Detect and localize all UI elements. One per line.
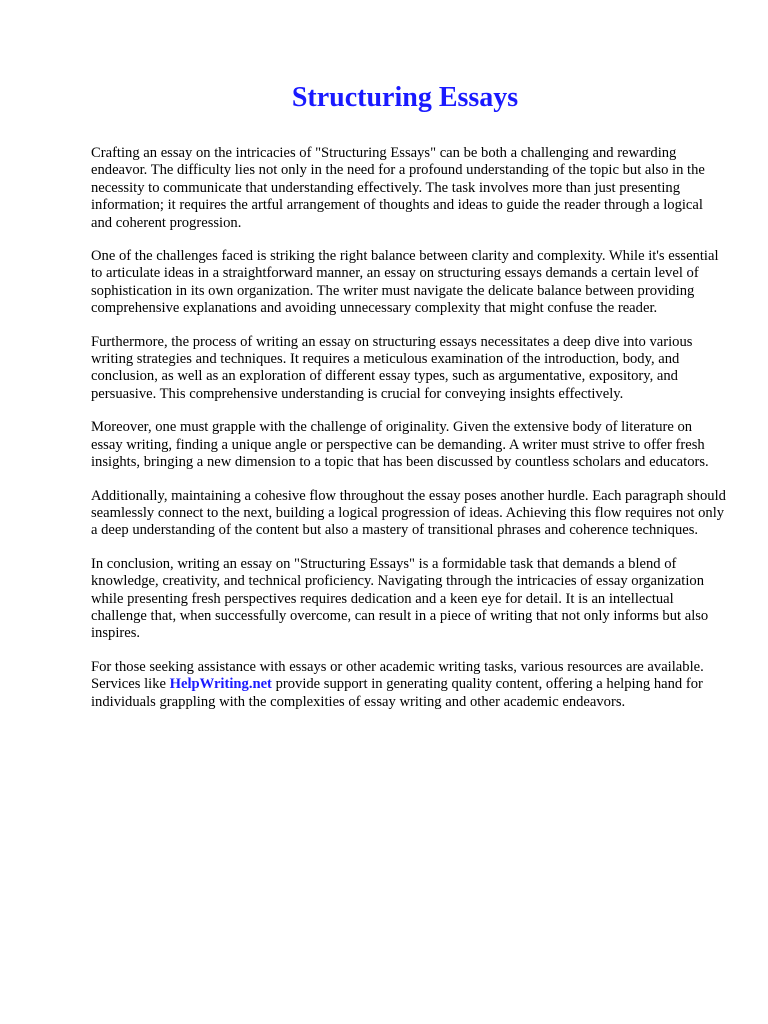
essay-body [91, 145, 727, 727]
paragraph-3: Furthermore, the process of writing an essay on structuring essays necessitates a deep dive into various writing strategies and techniques. It requires a meticulous examination of the introduction, body, and conclusion, as well as an exploration of different essay types, such as argumentative, expository, and persuasive. This comprehensive understanding is crucial for conveying insights effectively. [91, 333, 693, 402]
paragraph-6: In conclusion, writing an essay on "Structuring Essays" is a formidable task that demands a blend of knowledge, creativity, and technical proficiency. Navigating through the intricacies of essay organization while presenting fresh perspectives requires dedication and a keen eye for detail. It is an intellectual challenge that, when successfully overcome, can result in a piece of writing that not only informs but also inspires. [91, 555, 709, 642]
paragraph-4: Moreover, one must grapple with the challenge of originality. Given the extensive body of literature on essay writing, finding a unique angle or perspective can be demanding. A writer must strive to offer fresh insights, bringing a new dimension to a topic that has been discussed by countless scholars and educators. [91, 419, 709, 471]
paragraph-5: Additionally, maintaining a cohesive flow throughout the essay poses another hurdle. Each paragraph should seamlessly connect to the next, building a logical progression of ideas. Achieving this flow requires not only a deep understanding of the content but also a mastery of transitional phrases and coherence techniques. [91, 487, 726, 539]
paragraph-7 [91, 659, 727, 711]
paragraph-2: One of the challenges faced is striking the right balance between clarity and complexity. While it's essential to articulate ideas in a straightforward manner, an essay on structuring essays demands a certain level of sophistication in its own organization. The writer must navigate the delicate balance between providing comprehensive explanations and avoiding unnecessary complexity that might confuse the reader. [91, 248, 719, 317]
paragraph-7-text-before-link: For those seeking assistance with essays or other academic writing tasks, various resources are available. Services like [91, 658, 704, 693]
paragraph-7-text-after-link: provide support in generating quality content, offering a helping hand for individuals grappling with the complexities of essay writing and other academic endeavors. [91, 676, 703, 710]
helpwriting-link[interactable]: HelpWriting.net [169, 676, 272, 693]
page-title: Structuring Essays [291, 82, 519, 113]
paragraph-1: Crafting an essay on the intricacies of "Structuring Essays" can be both a challenging and rewarding endeavor. The difficulty lies not only in the need for a profound understanding of the topic but also in the necessity to communicate that understanding effectively. The task involves more than just presenting information; it requires the artful arrangement of thoughts and ideas to guide the reader through a logical and coherent progression. [91, 145, 705, 231]
